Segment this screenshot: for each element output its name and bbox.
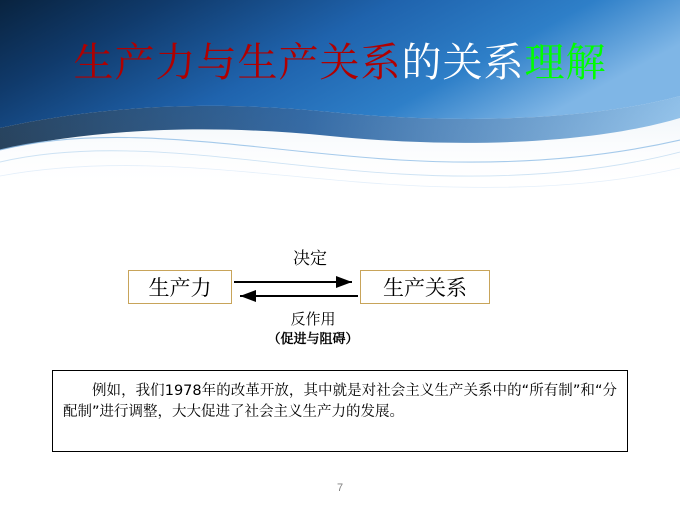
banner-graphic (0, 0, 680, 190)
arrow-bottom-sublabel: （促进与阻碍） (267, 332, 359, 347)
box-production-relations: 生产关系 (360, 270, 490, 304)
title-segment-1: 生产力与生产关系 (73, 40, 402, 86)
arrow-top-label: 决定 (293, 249, 327, 269)
explanation-textbox (52, 370, 628, 452)
page-title (0, 38, 680, 88)
page-number: 7 (336, 482, 344, 494)
arrow-bottom-label: 反作用 (290, 310, 336, 328)
title-segment-2: 的关系 (401, 40, 525, 86)
slide-banner (0, 0, 680, 190)
box-productive-forces: 生产力 (128, 270, 232, 304)
title-segment-3: 理解 (524, 40, 607, 86)
relationship-diagram (110, 240, 510, 360)
explanation-text: 例如，我们1978年的改革开放，其中就是对社会主义生产关系中的“所有制”和“分配制”进行调整，大大促进了社会主义生产力的发展。 (63, 383, 617, 420)
